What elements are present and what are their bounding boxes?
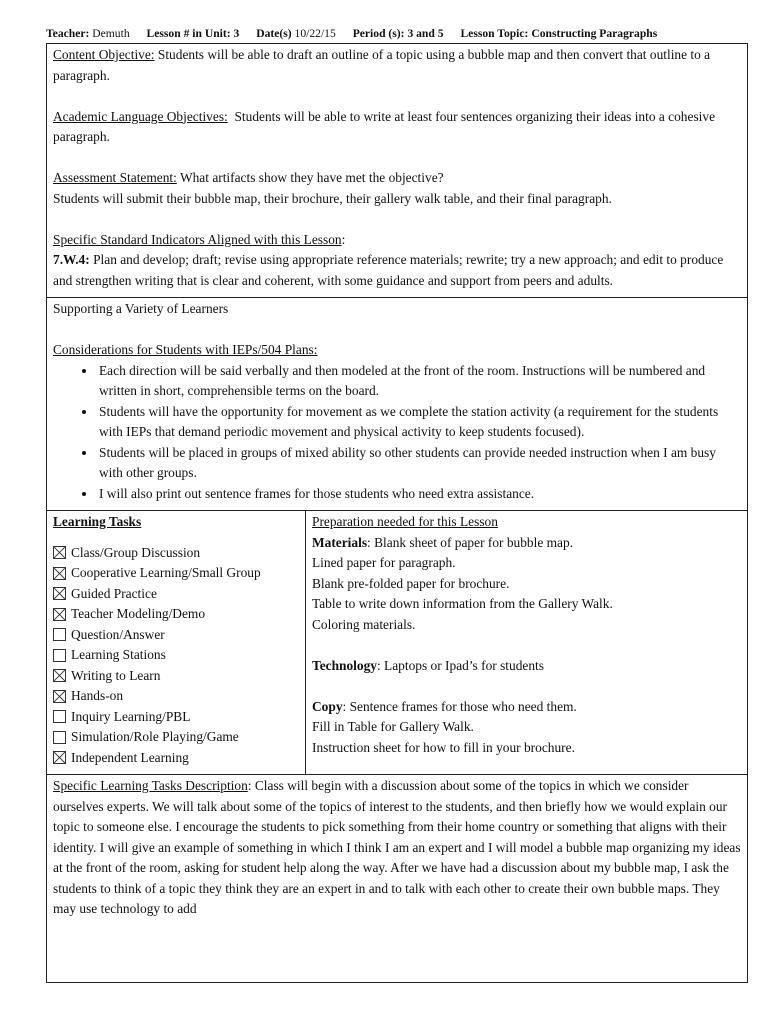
standard-text: Plan and develop; draft; revise using appropriate reference materials; rewrite; try a new approach; and edit to produce and strengthen writing that is clear and coherent, with some guidance and support from peers and adults. xyxy=(53,252,724,288)
description-text: : Class will begin with a discussion about some of the topics in which we consider ourselves experts. We will talk about some of the topics of interest to the students, and then briefly how we would explain our topic to someone else. I encourage the students to pick something from their home country or something that aligns with their identity. I will give an example of something in which I think I am an expert and I will model a bubble map organizing my ideas at the front of the room, asking for student help along the way. After we have had a discussion about my bubble map, I ask the students to think of a topic they think they are an expert in and to talk with each other to create their own bubble maps. They may use technology to add xyxy=(53,778,741,916)
learning-task-label: Class/Group Discussion xyxy=(71,544,201,560)
learning-tasks-column xyxy=(47,511,306,774)
unchecked-checkbox-icon[interactable] xyxy=(53,628,66,641)
academic-objective xyxy=(53,107,741,148)
learning-task-label: Guided Practice xyxy=(71,585,157,601)
preparation-title: Preparation needed for this Lesson xyxy=(312,514,498,529)
tasks-preparation-section xyxy=(47,511,747,775)
learning-task-item xyxy=(53,707,299,728)
checked-checkbox-icon[interactable] xyxy=(53,608,66,621)
learning-task-item xyxy=(53,666,299,687)
unchecked-checkbox-icon[interactable] xyxy=(53,649,66,662)
learning-task-label: Learning Stations xyxy=(71,647,166,662)
checked-checkbox-icon[interactable] xyxy=(53,690,66,703)
standard-code: 7.W.4: xyxy=(53,252,90,267)
lesson-date: 10/22/15 xyxy=(294,27,336,40)
materials-label: Materials xyxy=(312,534,368,550)
learning-task-label: Writing to Learn xyxy=(71,667,161,683)
content-objective xyxy=(53,45,741,86)
materials-text: : Blank sheet of paper for bubble map. xyxy=(367,534,574,550)
learning-task-list xyxy=(53,543,299,769)
checked-checkbox-icon[interactable] xyxy=(53,669,66,682)
materials-line: Blank pre-folded paper for brochure. xyxy=(312,575,510,591)
period-value: 3 and 5 xyxy=(407,27,444,40)
learning-task-item xyxy=(53,604,299,625)
learning-task-item xyxy=(53,543,299,564)
checked-checkbox-icon[interactable] xyxy=(53,587,66,600)
learning-task-label: Independent Learning xyxy=(71,749,189,765)
learning-task-item xyxy=(53,686,299,707)
copy-label: Copy xyxy=(312,698,343,714)
lesson-number: 3 xyxy=(233,27,240,40)
learning-task-item xyxy=(53,727,299,748)
standard-indicator xyxy=(53,250,741,291)
description-label: Specific Learning Tasks Description xyxy=(53,778,248,793)
learning-task-label: Question/Answer xyxy=(71,626,165,642)
learning-task-item xyxy=(53,625,299,646)
copy-line: Instruction sheet for how to fill in your brochure. xyxy=(312,739,575,755)
assessment-text: Students will submit their bubble map, their brochure, their gallery walk table, and their final paragraph. xyxy=(53,190,612,206)
learning-task-label: Teacher Modeling/Demo xyxy=(71,606,206,621)
checked-checkbox-icon[interactable] xyxy=(53,546,66,559)
dates-label: Date(s) xyxy=(256,27,292,40)
teacher-label: Teacher: xyxy=(46,27,90,40)
unchecked-checkbox-icon[interactable] xyxy=(53,710,66,723)
learning-task-item xyxy=(53,563,299,584)
learning-task-item xyxy=(53,748,299,769)
learners-title: Supporting a Variety of Learners xyxy=(53,301,229,316)
topic-label: Lesson Topic: xyxy=(460,27,529,40)
learners-section xyxy=(47,298,747,511)
technology-label: Technology xyxy=(312,657,377,673)
objectives-section xyxy=(47,44,747,298)
assessment-label: Assessment Statement: xyxy=(53,170,177,185)
learning-task-label: Inquiry Learning/PBL xyxy=(71,708,191,724)
preparation-column xyxy=(306,511,747,774)
learning-task-label: Hands-on xyxy=(71,688,124,703)
materials-line: Table to write down information from the Gallery Walk. xyxy=(312,596,613,611)
learning-task-item xyxy=(53,645,299,666)
considerations-label: Considerations for Students with IEPs/504 Plans: xyxy=(53,342,318,357)
lesson-plan-table xyxy=(46,43,748,983)
learning-task-item xyxy=(53,584,299,605)
standards-heading: Specific Standard Indicators Aligned with this Lesson: xyxy=(53,231,346,247)
list-item: • I will also print out sentence frames for those students who need extra assistance. xyxy=(97,484,741,505)
list-item: • Students will be placed in groups of mixed ability so other students can provide needed instruction when I am busy with other groups. xyxy=(97,443,741,484)
copy-text: : Sentence frames for those who need them. xyxy=(342,698,577,714)
period-label: Period (s): xyxy=(352,27,405,40)
materials-line: Coloring materials. xyxy=(312,616,416,632)
content-objective-label: Content Objective: xyxy=(53,47,155,62)
assessment-question: What artifacts show they have met the objective? xyxy=(179,170,444,185)
checked-checkbox-icon[interactable] xyxy=(53,751,66,764)
copy-line: Fill in Table for Gallery Walk. xyxy=(312,719,474,734)
list-item: • Students will have the opportunity for movement as we complete the station activity (a requirement for the students with IEPs that demand periodic movement and physical activity to keep students focused). xyxy=(97,402,741,443)
task-description-section xyxy=(47,775,747,983)
list-item: • Each direction will be said verbally and then modeled at the front of the room. Instructions will be numbered and written in short, comprehensible terms on the board. xyxy=(97,361,741,402)
learning-task-label: Simulation/Role Playing/Game xyxy=(71,729,239,744)
unchecked-checkbox-icon[interactable] xyxy=(53,731,66,744)
learning-task-label: Cooperative Learning/Small Group xyxy=(71,565,261,580)
checked-checkbox-icon[interactable] xyxy=(53,567,66,580)
academic-objective-label: Academic Language Objectives: xyxy=(53,108,228,124)
lesson-label: Lesson # in Unit: xyxy=(146,27,231,40)
lesson-topic: Constructing Paragraphs xyxy=(531,27,658,40)
content-objective-text: Students will be able to draft an outline of a topic using a bubble map and then convert that outline to a paragraph. xyxy=(53,47,711,83)
teacher-name: Demuth xyxy=(92,27,130,40)
materials-line: Lined paper for paragraph. xyxy=(312,555,456,570)
learning-tasks-title: Learning Tasks xyxy=(53,514,142,529)
standards-label: Specific Standard Indicators Aligned with this Lesson xyxy=(53,231,342,247)
assessment-statement xyxy=(53,168,741,189)
considerations-list xyxy=(53,361,741,505)
technology-text: : Laptops or Ipad’s for students xyxy=(376,657,544,673)
academic-objective-text: Students will be able to write at least four sentences organizing their ideas into a cohesive paragraph. xyxy=(53,108,716,144)
lesson-header xyxy=(46,26,750,42)
